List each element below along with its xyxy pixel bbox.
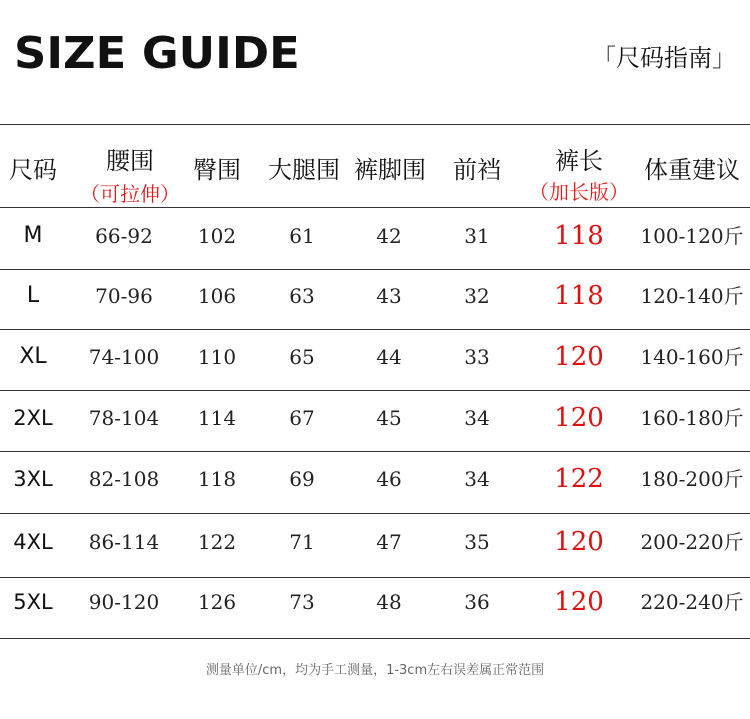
cell-waist: 70-96 [95, 284, 153, 308]
size-guide-tag: 「尺码指南」 [592, 44, 736, 72]
cell-size: 2XL [13, 406, 53, 430]
header-size: 尺码 [9, 156, 57, 184]
cell-weight: 140-160斤 [640, 345, 744, 369]
header-waist-note: （可拉伸） [80, 182, 180, 206]
cell-weight: 180-200斤 [640, 467, 744, 491]
cell-hem: 44 [376, 345, 402, 369]
row-divider [0, 451, 750, 452]
header-length-note: （加长版） [529, 180, 629, 204]
cell-size: 5XL [13, 590, 53, 614]
cell-size: 3XL [13, 467, 53, 491]
cell-waist: 74-100 [88, 345, 160, 369]
cell-hem: 45 [376, 406, 402, 430]
row-divider [0, 577, 750, 578]
cell-hip: 114 [197, 406, 237, 430]
cell-thigh: 69 [289, 467, 315, 491]
cell-size: M [23, 223, 43, 248]
table-bottom-border [0, 638, 750, 639]
cell-hip: 126 [197, 590, 237, 614]
cell-size: XL [19, 344, 47, 369]
cell-weight: 100-120斤 [640, 224, 744, 248]
cell-length: 118 [554, 221, 604, 251]
cell-length: 122 [554, 464, 604, 494]
cell-size: L [26, 283, 40, 308]
cell-length: 120 [554, 342, 604, 372]
cell-length: 120 [554, 587, 604, 617]
cell-weight: 200-220斤 [640, 530, 744, 554]
cell-hip: 110 [197, 345, 237, 369]
header-hem: 裤脚围 [354, 156, 426, 184]
header-hip: 臀围 [193, 156, 241, 184]
measurement-note: 测量单位/cm，均为手工测量，1-3cm左右误差属正常范围 [205, 663, 545, 678]
row-divider [0, 329, 750, 330]
cell-rise: 32 [464, 284, 490, 308]
row-divider [0, 390, 750, 391]
cell-rise: 34 [464, 406, 490, 430]
cell-size: 4XL [13, 530, 53, 554]
cell-hem: 48 [376, 590, 402, 614]
cell-hem: 43 [376, 284, 402, 308]
cell-thigh: 67 [289, 406, 315, 430]
cell-length: 120 [554, 527, 604, 557]
header-weight: 体重建议 [644, 156, 740, 184]
cell-hip: 106 [197, 284, 237, 308]
cell-weight: 220-240斤 [640, 590, 744, 614]
cell-hip: 102 [197, 224, 237, 248]
row-divider [0, 269, 750, 270]
cell-rise: 35 [464, 530, 490, 554]
cell-thigh: 71 [289, 530, 315, 554]
header-thigh: 大腿围 [268, 156, 340, 184]
cell-rise: 33 [464, 345, 490, 369]
cell-length: 118 [554, 281, 604, 311]
cell-waist: 66-92 [95, 224, 153, 248]
page-title: SIZE GUIDE [14, 28, 300, 79]
cell-thigh: 63 [289, 284, 315, 308]
cell-rise: 36 [464, 590, 490, 614]
cell-rise: 34 [464, 467, 490, 491]
header-length: 裤长 [555, 147, 603, 175]
cell-rise: 31 [464, 224, 490, 248]
cell-waist: 82-108 [88, 467, 160, 491]
cell-waist: 78-104 [88, 406, 160, 430]
header-divider [0, 207, 750, 208]
cell-thigh: 73 [289, 590, 315, 614]
table-top-border [0, 124, 750, 125]
cell-waist: 90-120 [88, 590, 160, 614]
cell-hem: 47 [376, 530, 402, 554]
cell-hip: 118 [197, 467, 237, 491]
row-divider [0, 513, 750, 514]
cell-hem: 42 [376, 224, 402, 248]
cell-weight: 160-180斤 [640, 406, 744, 430]
cell-waist: 86-114 [88, 530, 160, 554]
cell-length: 120 [554, 403, 604, 433]
cell-hem: 46 [376, 467, 402, 491]
cell-hip: 122 [197, 530, 237, 554]
cell-weight: 120-140斤 [640, 284, 744, 308]
header-rise: 前裆 [453, 156, 501, 184]
cell-thigh: 61 [289, 224, 315, 248]
header-waist: 腰围 [106, 147, 154, 175]
cell-thigh: 65 [289, 345, 315, 369]
